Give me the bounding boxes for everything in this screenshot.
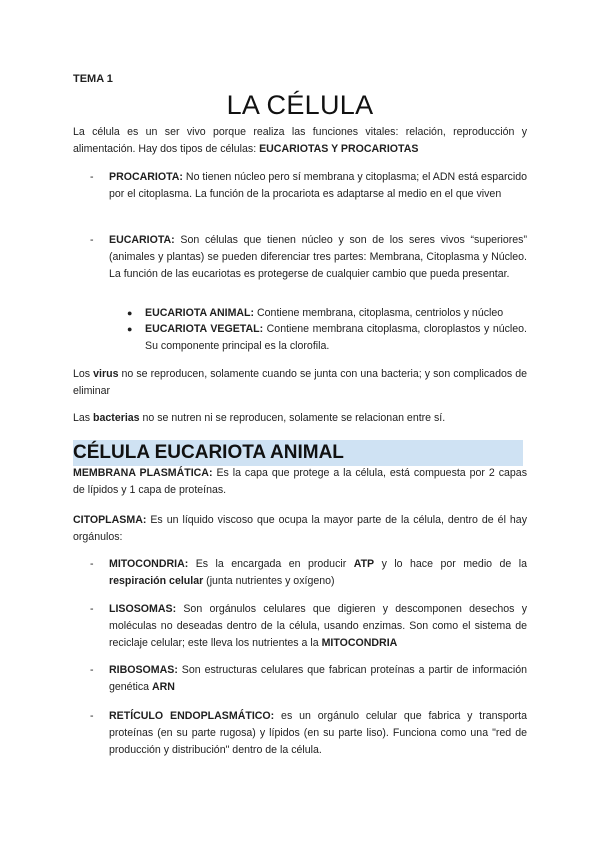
arn-bold: ARN [152, 681, 175, 693]
bullet-icon: ● [127, 324, 133, 334]
list-dash: - [90, 234, 94, 246]
reticulo-label: RETÍCULO ENDOPLASMÁTICO: [109, 710, 275, 722]
mitocondria-bold: MITOCONDRIA [321, 637, 398, 649]
reticulo-text: es un orgánulo celular que fabrica y transporta proteínas (en su parte rugosa) y lípidos (en su parte liso). Funciona como una "red de producción y distribución" dentro de la célula. [109, 710, 527, 756]
lisosomas-label: LISOSOMAS: [109, 603, 177, 615]
eucariota-vegetal-text: Contiene membrana citoplasma, cloroplastos y núcleo. Su componente principal es la clorofila. [145, 323, 527, 352]
membrana-text: Es la capa que protege a la célula, está compuesta por 2 capas de lípidos y 1 capa de proteínas. [73, 467, 527, 496]
bacterias-post: no se nutren ni se reproducen, solamente se relacionan entre sí. [139, 412, 446, 424]
list-dash: - [90, 603, 94, 615]
list-dash: - [90, 664, 94, 676]
eucariota-text: Son células que tienen núcleo y son de los seres vivos “superiores” (animales y plantas) se pueden diferenciar tres partes: Membrana, Citoplasma y Núcleo. La función de las eucariotas es protegerse de cualquier cambio que pueda presentar. [109, 234, 527, 280]
mitocondria-text: y lo hace por medio de la [374, 558, 527, 570]
citoplasma-text: Es un líquido viscoso que ocupa la mayor parte de la célula, dentro de él hay orgánulos: [73, 514, 527, 543]
virus-pre: Los [73, 368, 94, 380]
citoplasma-paragraph [73, 512, 527, 546]
citoplasma-label: CITOPLASMA: [73, 514, 147, 526]
virus-post: no se reproducen, solamente cuando se junta con una bacteria; y son complicados de eliminar [73, 368, 527, 397]
procariota-text: No tienen núcleo pero sí membrana y citoplasma; el ADN está esparcido por el citoplasma. La función de la procariota es adaptarse al medio en el que viven [109, 171, 527, 200]
membrana-paragraph [73, 465, 527, 499]
ribosomas-label: RIBOSOMAS: [109, 664, 178, 676]
lisosomas-text: Son orgánulos celulares que digieren y descomponen desechos y moléculas no deseadas dentro de la célula, usando enzimas. Son como el sistema de reciclaje celular; este lleva los nutrientes a la [109, 603, 527, 649]
virus-paragraph [73, 366, 527, 400]
eucariota-animal-label: EUCARIOTA ANIMAL: [145, 307, 255, 319]
mitocondria-text: Es la encargada en producir [188, 558, 354, 570]
eucariota-label: EUCARIOTA: [109, 234, 175, 246]
atp-bold: ATP [353, 558, 375, 570]
ribosomas-text: Son estructuras celulares que fabrican proteínas a partir de información genética [109, 664, 527, 693]
respiracion-bold: respiración celular [109, 575, 204, 587]
procariota-label: PROCARIOTA: [109, 171, 183, 183]
eucariota-animal-text: Contiene membrana, citoplasma, centriolos y núcleo [254, 307, 504, 319]
eucariota-vegetal-label: EUCARIOTA VEGETAL: [145, 323, 264, 335]
intro-bold: EUCARIOTAS Y PROCARIOTAS [259, 143, 419, 155]
intro-text: La célula es un ser vivo porque realiza las funciones vitales: relación, reproducción y alimentación. Hay dos tipos de células: [73, 126, 527, 155]
page-title: LA CÉLULA [226, 90, 374, 120]
bacterias-paragraph [73, 410, 527, 427]
list-dash: - [90, 710, 94, 722]
list-dash: - [90, 558, 94, 570]
bacterias-pre: Las [73, 412, 94, 424]
intro-paragraph [73, 124, 527, 158]
membrana-label: MEMBRANA PLASMÁTICA: [73, 467, 213, 479]
virus-bold: virus [93, 368, 119, 380]
topic-label: TEMA 1 [73, 73, 113, 85]
bullet-icon: ● [127, 308, 133, 318]
mitocondria-label: MITOCONDRIA: [109, 558, 189, 570]
mitocondria-text: (junta nutrientes y oxígeno) [203, 575, 335, 587]
bacterias-bold: bacterias [93, 412, 140, 424]
section-heading: CÉLULA EUCARIOTA ANIMAL [73, 440, 523, 466]
list-dash: - [90, 171, 94, 183]
